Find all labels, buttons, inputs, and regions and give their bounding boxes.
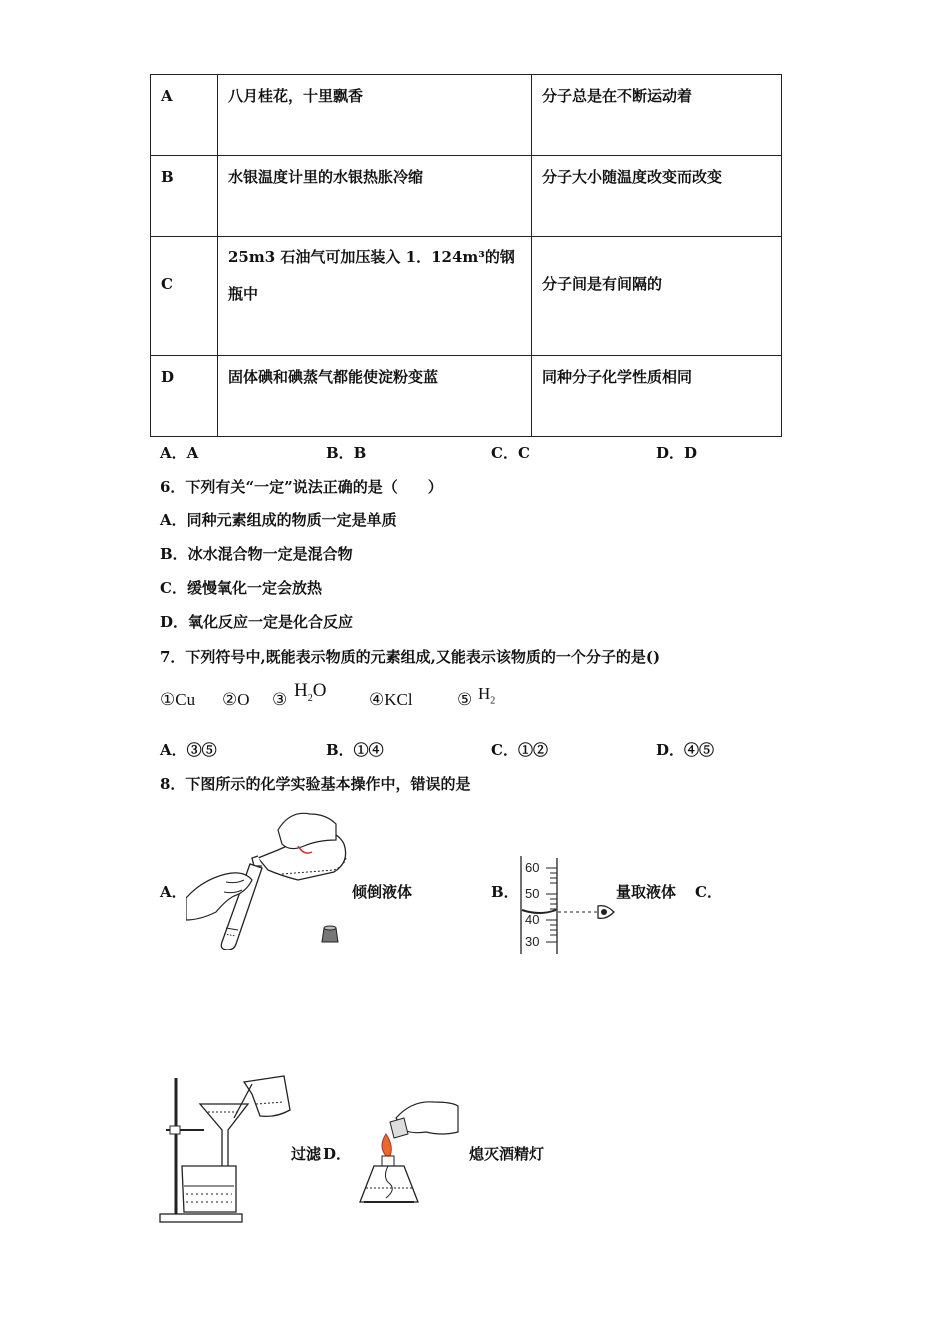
tick-label: 30 (525, 934, 540, 949)
q8-option-d-caption: 熄灭酒精灯 (469, 1145, 545, 1163)
row-label: C (161, 275, 173, 293)
row-label: D (151, 356, 218, 437)
q6-option-a[interactable]: A．同种元素组成的物质一定是单质 (160, 511, 397, 529)
q8-option-d-label[interactable]: D． (323, 1145, 352, 1163)
q7-option-a[interactable]: A．③⑤ (160, 741, 217, 759)
q8-option-b-caption: 量取液体 (616, 883, 677, 901)
row-explanation: 分子间是有间隔的 (542, 275, 663, 293)
row-explanation: 分子大小随温度改变而改变 (532, 156, 782, 237)
q8-option-c-label[interactable]: C． (695, 883, 722, 901)
q5-option-d[interactable]: D．D (656, 444, 698, 462)
symbol-kcl: ④KCl (369, 690, 413, 709)
row-label: B (151, 156, 218, 237)
row-phenomenon: 固体碘和碘蒸气都能使淀粉变蓝 (218, 356, 532, 437)
alcohol-lamp-figure (356, 1098, 462, 1222)
symbol-cu: ①Cu (160, 690, 196, 709)
table-row (151, 156, 782, 237)
tick-label: 60 (525, 860, 540, 875)
table-row (151, 237, 782, 356)
tick-label: 50 (525, 886, 540, 901)
q5-table (150, 74, 782, 437)
pouring-liquid-figure (186, 800, 354, 950)
q7-option-c[interactable]: C．①② (491, 741, 548, 759)
q8-stem: 8．下图所示的化学实验基本操作中，错误的是 (160, 775, 471, 793)
q5-option-a[interactable]: A．A (160, 444, 199, 462)
tick-label: 40 (525, 912, 540, 927)
q5-option-b[interactable]: B．B (326, 444, 367, 462)
symbol-circle-3: ③ (272, 690, 288, 709)
symbol-o: ②O (222, 690, 250, 709)
row-phenomenon: 水银温度计里的水银热胀冷缩 (218, 156, 532, 237)
symbol-h2: $H_2$ (478, 684, 496, 707)
q6-option-b[interactable]: B．冰水混合物一定是混合物 (160, 545, 353, 563)
row-phenomenon: 八月桂花，十里飘香 (218, 75, 532, 156)
q6-stem: 6．下列有关“一定”说法正确的是（ ） (160, 478, 443, 496)
q7-option-b[interactable]: B．①④ (326, 741, 384, 759)
q7-option-d[interactable]: D．④⑤ (656, 741, 715, 759)
row-explanation: 分子总是在不断运动着 (532, 75, 782, 156)
graduated-cylinder-figure (518, 854, 618, 958)
q8-option-a-label[interactable]: A． (160, 883, 187, 901)
table-row (151, 356, 782, 437)
q6-option-c[interactable]: C．缓慢氧化一定会放热 (160, 579, 322, 597)
filtration-figure (156, 1074, 294, 1224)
row-phenomenon: 25m3 石油气可加压装入 1．124m³的钢瓶中 (228, 248, 515, 303)
row-label: A (151, 75, 218, 156)
q8-option-a-caption: 倾倒液体 (352, 883, 413, 901)
row-explanation: 同种分子化学性质相同 (532, 356, 782, 437)
q5-option-c[interactable]: C．C (491, 444, 530, 462)
symbol-h2o: $H_2O$ (294, 680, 327, 704)
q8-option-c-caption: 过滤 (291, 1145, 322, 1163)
q8-option-b-label[interactable]: B． (491, 883, 519, 901)
symbol-circle-5: ⑤ (457, 690, 473, 709)
q7-stem: 7．下列符号中,既能表示物质的元素组成,又能表示该物质的一个分子的是() (160, 648, 661, 666)
q6-option-d[interactable]: D．氧化反应一定是化合反应 (160, 613, 354, 631)
table-row (151, 75, 782, 156)
